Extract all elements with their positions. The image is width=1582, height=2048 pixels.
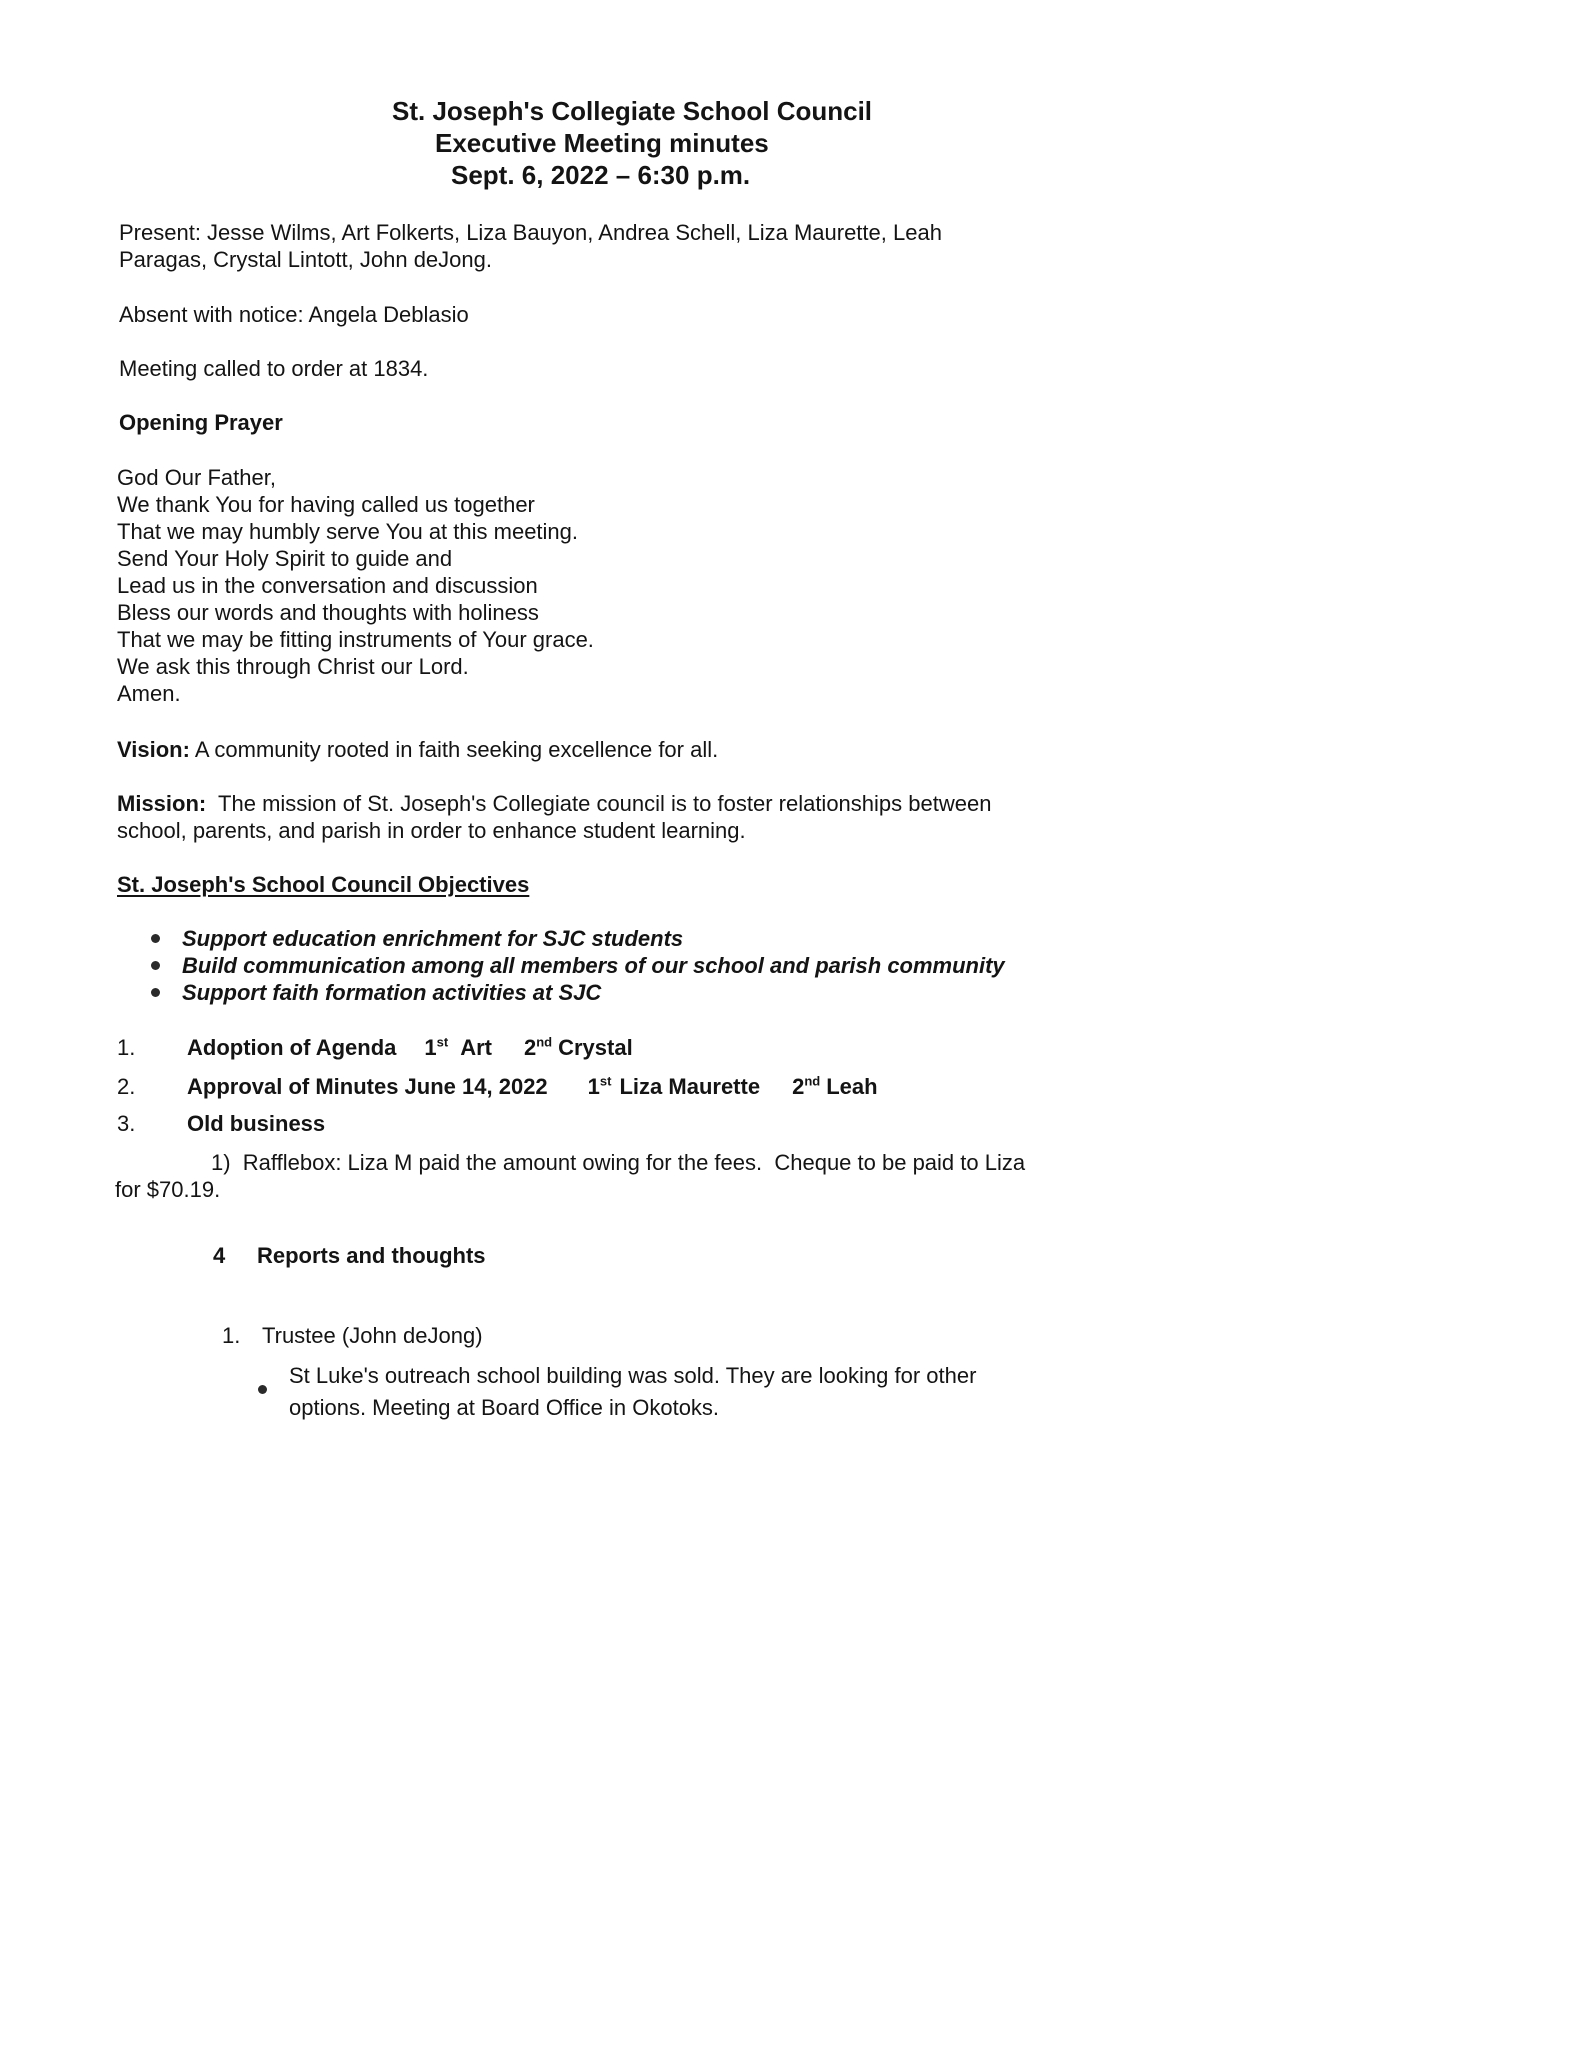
objective-text: Build communication among all members of our school and parish community: [182, 953, 1005, 978]
present-line-1: Present: Jesse Wilms, Art Folkerts, Liza Bauyon, Andrea Schell, Liza Maurette, Leah: [119, 220, 942, 245]
prayer-line: Lead us in the conversation and discussion: [117, 573, 538, 598]
mover-name: Art: [460, 1035, 492, 1060]
bullet-icon: [151, 961, 160, 970]
trustee-number: 1.: [222, 1323, 241, 1348]
mission-label: Mission:: [117, 791, 207, 816]
objective-item: [151, 952, 1005, 979]
agenda-item-title: Adoption of Agenda: [187, 1035, 397, 1060]
agenda-item-title: Approval of Minutes June 14, 2022: [187, 1074, 548, 1099]
objective-item: [151, 925, 683, 952]
vision-statement: [117, 736, 718, 763]
called-to-order: Meeting called to order at 1834.: [119, 356, 429, 381]
prayer-line: That we may humbly serve You at this meeting.: [117, 519, 579, 544]
mission-text: The mission of St. Joseph's Collegiate council is to foster relationships between: [206, 791, 992, 816]
absent-line: Absent with notice: Angela Deblasio: [119, 302, 469, 327]
mover-number: 1: [587, 1074, 600, 1099]
seconder-name: Crystal: [558, 1035, 633, 1060]
reports-heading: Reports and thoughts: [257, 1243, 486, 1268]
reports-number: 4: [213, 1243, 226, 1268]
seconder-number: 2: [792, 1074, 805, 1099]
mover-name: Liza Maurette: [619, 1074, 761, 1099]
mover-ordinal: st: [436, 1034, 449, 1050]
prayer-line: God Our Father,: [117, 465, 276, 490]
prayer-line: Send Your Holy Spirit to guide and: [117, 546, 453, 571]
prayer-line: We thank You for having called us together: [117, 492, 535, 517]
agenda-item-adoption: [187, 1034, 633, 1061]
mover-ordinal: st: [599, 1073, 612, 1089]
objective-item: [151, 979, 601, 1006]
prayer-line: We ask this through Christ our Lord.: [117, 654, 469, 679]
seconder-ordinal: nd: [536, 1034, 553, 1050]
vision-label: Vision:: [117, 737, 190, 762]
document-title: St. Joseph's Collegiate School Council: [392, 96, 873, 126]
seconder-ordinal: nd: [804, 1073, 821, 1089]
prayer-line: That we may be fitting instruments of Your grace.: [117, 627, 594, 652]
old-business-line-2: for $70.19.: [115, 1177, 221, 1202]
trustee-note-line-1: St Luke's outreach school building was sold. They are looking for other: [289, 1363, 977, 1388]
meeting-date: Sept. 6, 2022 – 6:30 p.m.: [451, 160, 751, 190]
document-subtitle: Executive Meeting minutes: [435, 128, 769, 158]
present-line-2: Paragas, Crystal Lintott, John deJong.: [119, 247, 492, 272]
mission-statement-line-1: [117, 790, 991, 817]
seconder-name: Leah: [826, 1074, 878, 1099]
objective-text: Support faith formation activities at SJC: [182, 980, 602, 1005]
prayer-line: Amen.: [117, 681, 181, 706]
old-business-line-1: 1) Rafflebox: Liza M paid the amount owing for the fees. Cheque to be paid to Liza: [211, 1150, 1026, 1175]
objective-text: Support education enrichment for SJC students: [182, 926, 684, 951]
mover-number: 1: [424, 1035, 437, 1060]
agenda-item-number: 1.: [117, 1035, 136, 1060]
vision-text: A community rooted in faith seeking excellence for all.: [189, 737, 719, 762]
seconder-number: 2: [523, 1035, 537, 1060]
agenda-item-approval: [187, 1073, 878, 1100]
trustee-heading: Trustee (John deJong): [262, 1323, 483, 1348]
agenda-item-number: 3.: [117, 1111, 136, 1136]
prayer-heading: Opening Prayer: [119, 410, 283, 435]
objectives-heading: St. Joseph's School Council Objectives: [117, 872, 530, 897]
bullet-icon: [151, 988, 160, 997]
agenda-item-old-business: Old business: [187, 1111, 326, 1136]
mission-statement-line-2: school, parents, and parish in order to enhance student learning.: [117, 818, 746, 843]
bullet-icon: [151, 934, 160, 943]
bullet-icon: [258, 1373, 267, 1400]
agenda-item-number: 2.: [117, 1074, 136, 1099]
prayer-line: Bless our words and thoughts with holiness: [117, 600, 539, 625]
trustee-note-line-2: options. Meeting at Board Office in Okotoks.: [289, 1395, 720, 1420]
